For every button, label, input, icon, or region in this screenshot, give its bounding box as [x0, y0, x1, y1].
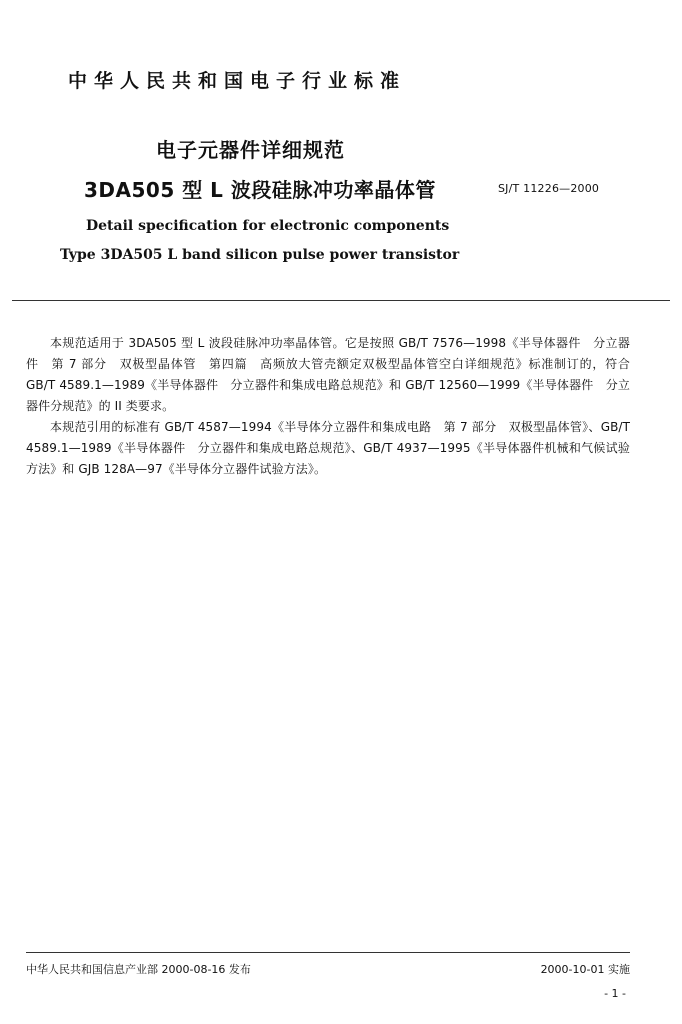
document-title-en-line-2: Type 3DA505 L band silicon pulse power transistor: [60, 247, 460, 263]
references-paragraph: 本规范引用的标准有 GB/T 4587—1994《半导体分立器件和集成电路 第 7 部分 双极型晶体管》、GB/T 4589.1—1989《半导体器件 分立器件和集成电路总规范》、GB/T 4937—1995《半导体器件机械和气候试验方法》和 GJB 128A—97《半导体分立器件试验方法》。: [26, 420, 630, 476]
title-divider-line: [12, 300, 670, 301]
standard-header-title: 中华人民共和国电子行业标准: [68, 70, 407, 92]
document-title-cn-line-1: 电子元器件详细规范: [156, 138, 345, 162]
document-title-en-line-1: Detail specification for electronic components: [86, 218, 450, 234]
page-number: - 1 -: [604, 987, 626, 1000]
implementation-date: 2000-10-01 实施: [540, 963, 630, 976]
standard-number: SJ/T 11226—2000: [498, 182, 600, 195]
document-title-cn-line-2: 3DA505 型 L 波段硅脉冲功率晶体管: [84, 178, 436, 202]
scope-paragraph: 本规范适用于 3DA505 型 L 波段硅脉冲功率晶体管。它是按照 GB/T 7576—1998《半导体器件 分立器件 第 7 部分 双极型晶体管 第四篇 高频放大管壳额定双极型晶体管空白详细规范》标准制订的，符合 GB/T 4589.1—1989《半导体器件 分立器件和集成电路总规范》和 GB/T 12560—1999《半导体器件 分立器件分规范》的 II 类要求。: [26, 336, 630, 413]
issue-information: 中华人民共和国信息产业部 2000-08-16 发布: [26, 963, 251, 976]
footer-divider-line: [26, 952, 630, 953]
body-text: [26, 333, 630, 480]
